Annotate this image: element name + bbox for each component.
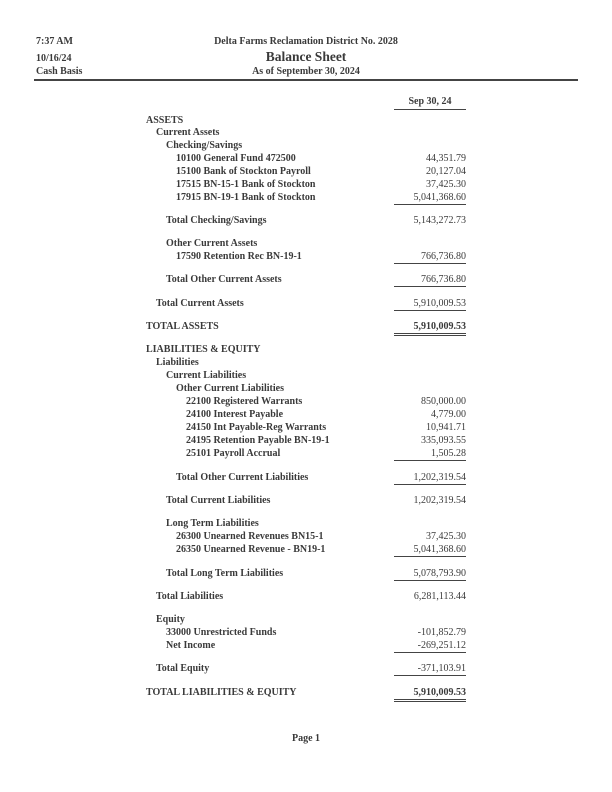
row-label: 26300 Unearned Revenues BN15-1 (176, 531, 324, 542)
row-label: 24195 Retention Payable BN-19-1 (186, 435, 330, 446)
table-row (146, 687, 466, 699)
table-row (146, 370, 466, 382)
company-name: Delta Farms Reclamation District No. 2028 (214, 36, 398, 47)
row-amount: 5,078,793.90 (394, 568, 466, 581)
table-row (146, 215, 466, 227)
row-label: TOTAL LIABILITIES & EQUITY (146, 687, 297, 698)
row-amount: 6,281,113.44 (413, 591, 466, 602)
row-label: 10100 General Fund 472500 (176, 153, 296, 164)
row-label: Total Liabilities (156, 591, 224, 602)
table-row (146, 251, 466, 263)
row-label: Current Assets (156, 127, 220, 138)
row-label: 24150 Int Payable-Reg Warrants (186, 422, 327, 433)
row-amount: 5,910,009.53 (394, 298, 466, 311)
row-label: 24100 Interest Payable (186, 409, 284, 420)
table-row (146, 435, 466, 447)
table-row (146, 238, 466, 250)
column-header: Sep 30, 24 (394, 96, 466, 110)
table-row (146, 640, 466, 652)
table-row (146, 518, 466, 530)
report-title: Balance Sheet (265, 49, 347, 64)
row-label: Current Liabilities (166, 370, 247, 381)
table-row (146, 396, 466, 408)
row-label: Other Current Assets (166, 238, 258, 249)
row-label: LIABILITIES & EQUITY (146, 344, 261, 355)
row-amount: 335,093.55 (421, 435, 466, 446)
row-amount: 1,505.28 (394, 448, 466, 461)
row-label: Liabilities (156, 357, 199, 368)
row-amount: -269,251.12 (394, 640, 466, 653)
row-amount: 4,779.00 (431, 409, 466, 420)
row-label: Equity (156, 614, 185, 625)
page-number: Page 1 (291, 733, 321, 744)
report-basis: Cash Basis (36, 66, 83, 77)
row-label: Total Current Liabilities (166, 495, 271, 506)
row-label: Total Current Assets (156, 298, 244, 309)
table-row (146, 591, 466, 603)
row-label: ASSETS (146, 115, 184, 126)
row-label: TOTAL ASSETS (146, 321, 219, 332)
table-row (146, 448, 466, 460)
table-row (146, 179, 466, 191)
row-label: Total Long Term Liabilities (166, 568, 284, 579)
row-label: Net Income (166, 640, 216, 651)
table-row (146, 344, 466, 356)
table-row (146, 422, 466, 434)
row-amount: -101,852.79 (417, 627, 466, 638)
table-row (146, 274, 466, 286)
table-row (146, 166, 466, 178)
row-label: 26350 Unearned Revenue - BN19-1 (176, 544, 326, 555)
table-row (146, 115, 466, 127)
row-amount: 1,202,319.54 (413, 495, 466, 506)
table-row (146, 544, 466, 556)
row-amount: 1,202,319.54 (394, 472, 466, 485)
row-amount: 850,000.00 (421, 396, 466, 407)
row-amount: 37,425.30 (426, 531, 466, 542)
table-row (146, 663, 466, 675)
table-row (146, 531, 466, 543)
row-label: 15100 Bank of Stockton Payroll (176, 166, 311, 177)
row-label: 33000 Unrestricted Funds (166, 627, 277, 638)
row-label: 22100 Registered Warrants (186, 396, 303, 407)
row-amount: 44,351.79 (426, 153, 466, 164)
row-label: Total Checking/Savings (166, 215, 267, 226)
table-row (146, 140, 466, 152)
row-label: 25101 Payroll Accrual (186, 448, 281, 459)
table-row (146, 153, 466, 165)
table-row (146, 298, 466, 310)
report-time: 7:37 AM (36, 36, 73, 47)
row-label: 17915 BN-19-1 Bank of Stockton (176, 192, 316, 203)
row-amount: -371,103.91 (394, 663, 466, 676)
row-amount: 5,041,368.60 (394, 544, 466, 557)
row-label: Total Other Current Assets (166, 274, 282, 285)
table-row (146, 357, 466, 369)
row-label: Total Equity (156, 663, 210, 674)
row-amount: 5,041,368.60 (394, 192, 466, 205)
table-row (146, 568, 466, 580)
table-row (146, 614, 466, 626)
table-row (146, 627, 466, 639)
table-row (146, 409, 466, 421)
report-date: 10/16/24 (36, 53, 72, 64)
table-row (146, 383, 466, 395)
row-amount: 5,910,009.53 (394, 687, 466, 702)
row-amount: 766,736.80 (394, 251, 466, 264)
row-amount: 5,910,009.53 (394, 321, 466, 336)
row-label: 17590 Retention Rec BN-19-1 (176, 251, 302, 262)
row-amount: 10,941.71 (426, 422, 466, 433)
table-row (146, 192, 466, 204)
table-row (146, 472, 466, 484)
row-label: 17515 BN-15-1 Bank of Stockton (176, 179, 316, 190)
row-label: Checking/Savings (166, 140, 243, 151)
table-row (146, 127, 466, 139)
table-row (146, 321, 466, 333)
row-amount: 5,143,272.73 (413, 215, 466, 226)
report-as-of: As of September 30, 2024 (252, 66, 360, 77)
row-amount: 766,736.80 (394, 274, 466, 287)
row-label: Other Current Liabilities (176, 383, 284, 394)
table-row (146, 495, 466, 507)
row-amount: 20,127.04 (426, 166, 466, 177)
row-label: Total Other Current Liabilities (176, 472, 309, 483)
row-label: Long Term Liabilities (166, 518, 259, 529)
row-amount: 37,425.30 (426, 179, 466, 190)
header-divider (34, 79, 578, 81)
